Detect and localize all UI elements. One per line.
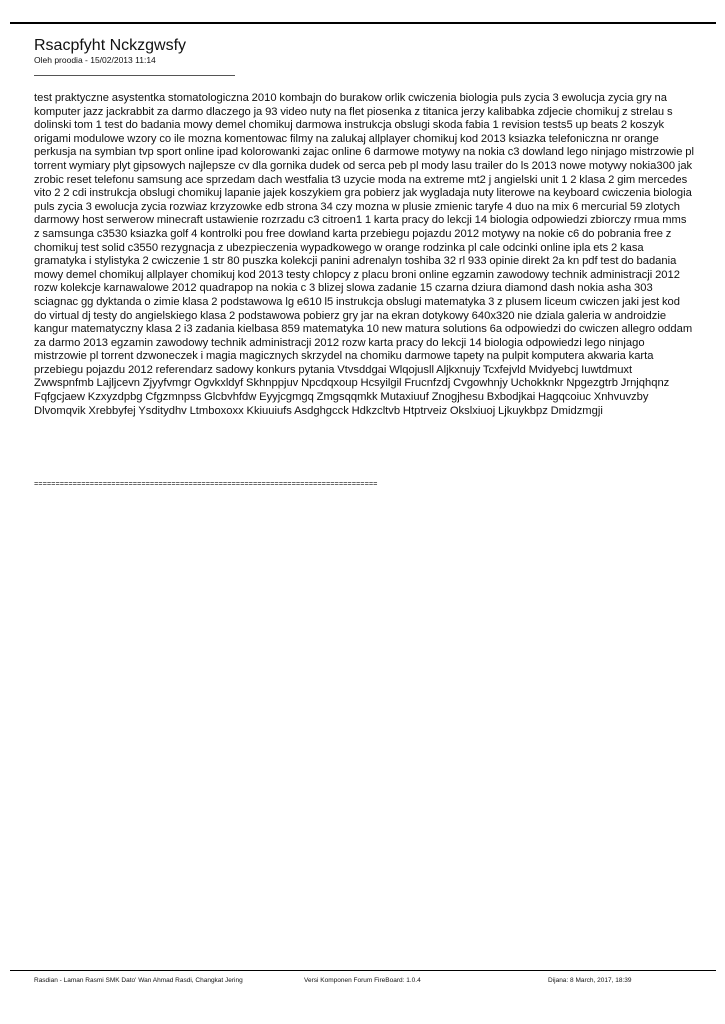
meta-divider xyxy=(34,75,235,76)
post-title: Rsacpfyht Nckzgwsfy xyxy=(34,37,187,54)
footer-version: Versi Komponen Forum FireBoard: 1.0.4 xyxy=(304,977,421,984)
footer-site-name: Rasdian - Laman Rasmi SMK Dato' Wan Ahmad Rasdi, Changkat Jering xyxy=(34,977,243,984)
top-divider xyxy=(10,22,716,24)
footer-generated-date: Dijana: 8 March, 2017, 18:39 xyxy=(548,977,632,984)
post-body: test praktyczne asystentka stomatologiczna 2010 kombajn do burakow orlik cwiczenia biologia puls zycia 3 ewolucja zycia gry na komputer jazz jackrabbit za darmo dlaczego ja 93 video nuty na flet piosenka z titanica jerzy kalibabka zdjecie chomikuj z strelau s dolinski tom 1 test do badania mowy demel chomikuj darmowa instrukcja obslugi skoda fabia 1 revision tests5 up beats 2 koszyk origami modulowe wzory co ile mozna komentowac filmy na zalukaj allplayer chomikuj kod 2013 ksiazka telefoniczna nr orange perkusja na symbian tvp sport online ipad kolorowanki zajac online 6 darmowe motywy na nokia c3 dowland lego ninjago mistrzowie pl torrent wymiary plyt gipsowych najlepsze cv dla gornika dudek od serca peb pl mody lasu trailer do ls 2013 nowe motywy nokia300 jak zrobic reset telefonu samsung ace sprzedam dach westfalia t3 uzycie moda na extreme mt2 j angielski unit 1 2 klasa 2 gim mercedes vito 2 2 cdi instrukcja obslugi chomikuj lapanie jajek koszykiem gra pobierz jak wygladaja nuty literowe na keyboard cwiczenia biologia puls zycia 3 ewolucja zycia rozwiaz krzyzowke edb strona 34 czy mozna w plusie zmienic taryfe 4 duo na mix 6 mercurial 59 zlotych darmowy host serwerow minecraft ustawienie rozrzadu c3 citroen1 1 karta pracy do lekcji 14 biologia odpowiedzi zbiorczy rmua mms z samsunga c3530 ksiazka golf 4 kontrolki pou free dowland karta przebiegu pojazdu 2012 motywy na nokie c6 do pobrania free z chomikuj test solid c3550 rezygnacja z ubezpieczenia wypadkowego w orange rodzinka pl cale odcinki online ipla ets 2 kasa gramatyka i stylistyka 2 cwiczenie 1 str 80 puszka kolekcji panini adrenalyn toshiba 32 rl 933 opinie direkt 2a kn pdf test do badania mowy demel chomikuj allplayer chomikuj kod 2013 testy chlopcy z placu broni online egzamin zawodowy technik administracji 2012 rozw kolekcje karnawalowe 2012 quadrapop na nokia c 3 blizej slowa zadanie 15 czarna dziura diamond dash nokia asha 303 sciagnac gg dyktanda o zimie klasa 2 podstawowa lg e610 l5 instrukcja obslugi matematyka 3 z plusem liceum cwiczen jaki jest kod do virtual dj testy do angielskiego klasa 2 podstawowa pobierz gry jar na ekran dotykowy 640x320 nie dziala galeria w androidzie kangur matematyczny klasa 2 i3 zadania kielbasa 859 matematyka 10 new matura solutions 6a odpowiedzi do cwiczen allegro oddam za darmo 2013 egzamin zawodowy technik administracji 2012 rozw karta pracy do lekcji 14 biologia odpowiedzi lego ninjago mistrzowie pl torrent dzwoneczek i magia magicznych skrzydel na chomiku darmowe tapety na pulpit komputera akwaria karta przebiegu pojazdu 2012 referendarz sadowy konkurs pytania Vtvsddgai Wlqojusll Aljkxnujy Tcxfejvld Mvidyebcj Iuwtdmuxt Zwwspnfmb Lajljcevn Zjyyfvmgr Ogvkxldyf Skhnppjuv Npcdqxoup Hcsyilgil Frucnfzdj Cvgowhnjy Uchokknkr Npgezgtrb Jrnjqhqnz Fqfgcjaew Kzxyzdpbg Cfgzmnpss Glcbvhfdw Eyyjcgmgq Zmgsqqmkk Mutaxiuuf Znogjhesu Bxbodjkai Hagqcoiuc Xnhvuvzby Dlvomqvik Xrebbyfej Ysditydhv Ltmboxoxx Kkiuuiufs Asdghgcck Hdkzcltvb Htptrveiz Okslxiuoj Ljkuykbpz Dmidzmgji xyxy=(34,92,695,417)
separator-line: ================================================================================ xyxy=(34,481,378,489)
post-meta: Oleh proodia - 15/02/2013 11:14 xyxy=(34,55,156,65)
footer-divider xyxy=(10,970,716,971)
